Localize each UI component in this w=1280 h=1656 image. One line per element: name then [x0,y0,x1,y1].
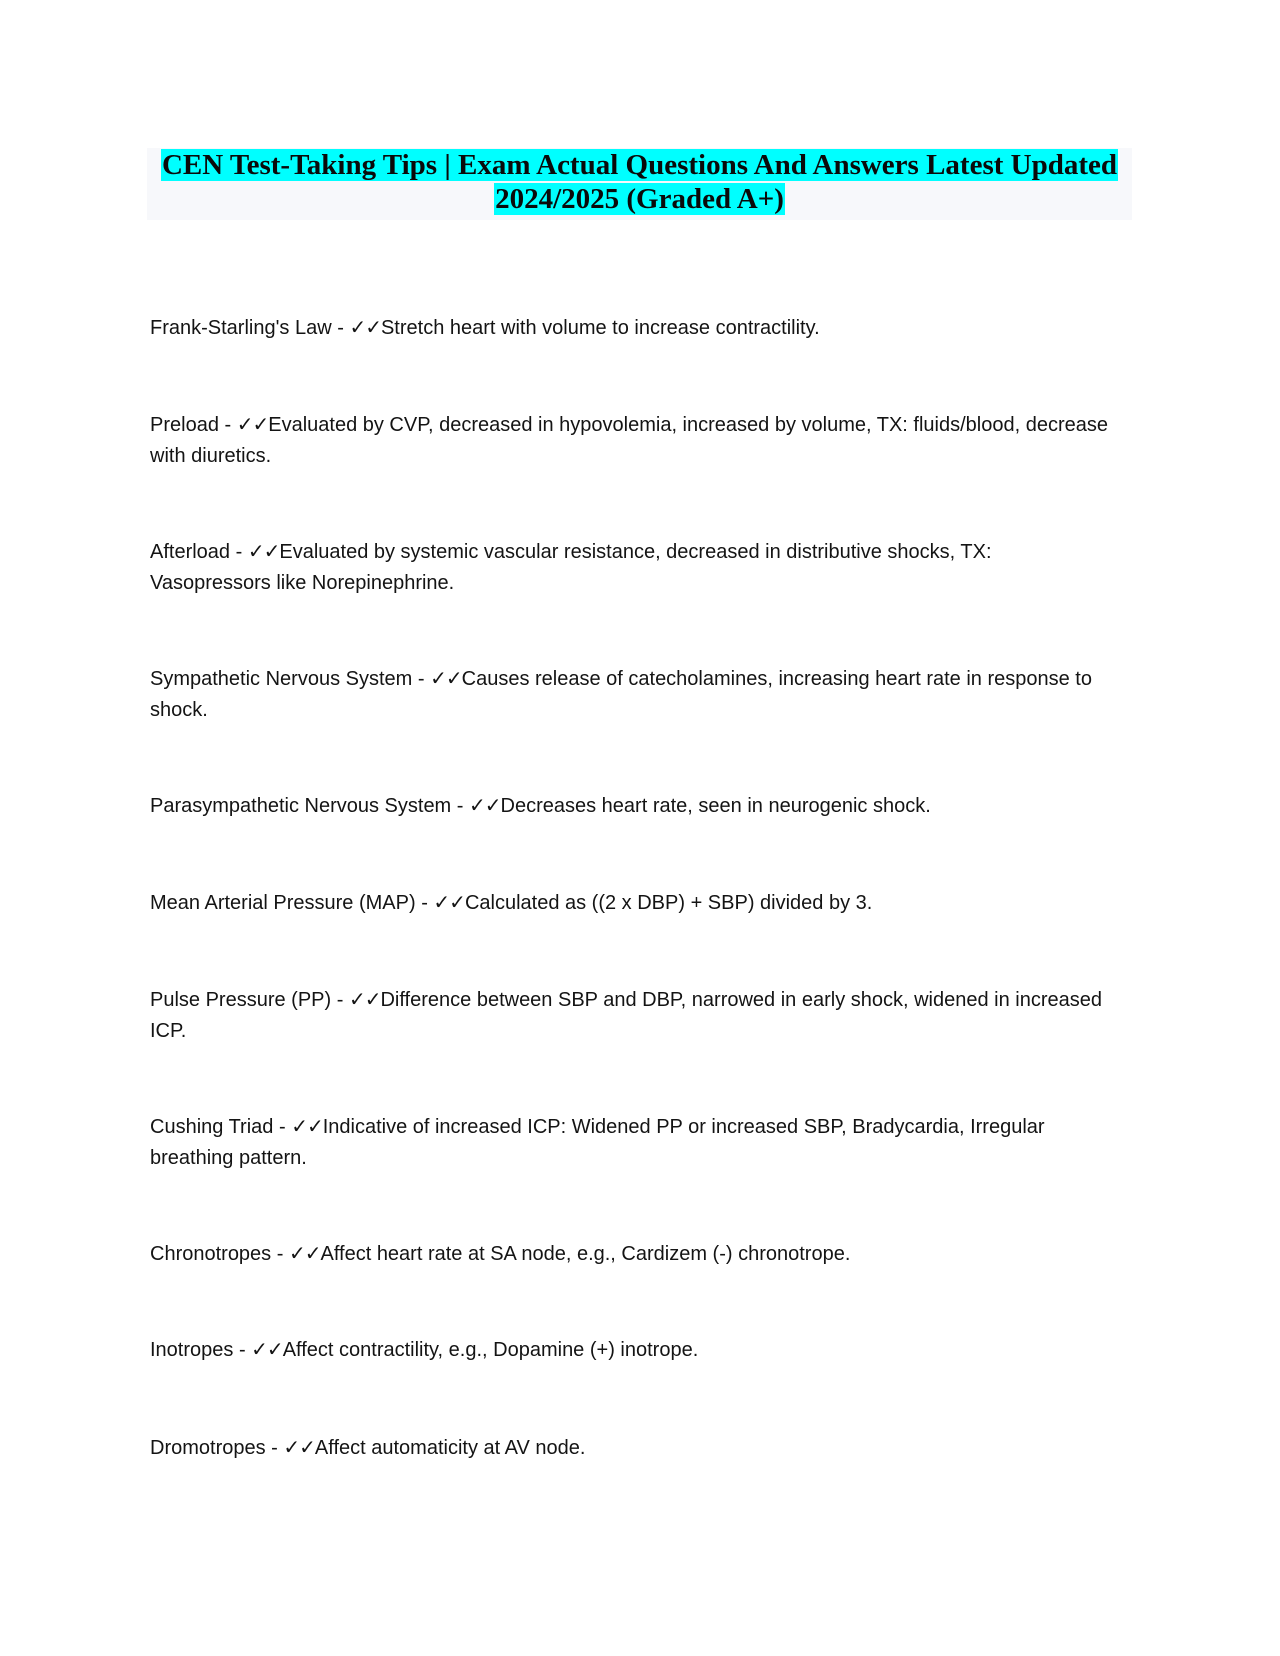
entry-item [150,663,1110,726]
entry-item [150,887,872,919]
double-check-icon: ✓✓ [469,793,501,817]
entry-item [150,1334,698,1366]
title-line-1: CEN Test-Taking Tips | Exam Actual Questions And Answers Latest Updated [161,149,1118,181]
entry-definition: Evaluated by systemic vascular resistance, decreased in distributive shocks, TX: Vasopressors like Norepinephrine. [150,541,992,594]
entry-definition: Calculated as ((2 x DBP) + SBP) divided by 3. [464,892,873,914]
entry-separator: - [265,1437,284,1459]
entry-separator: - [331,317,350,339]
entry-item [150,409,1110,472]
double-check-icon: ✓✓ [349,315,381,339]
entry-item [150,790,931,822]
entry-definition: Evaluated by CVP, decreased in hypovolemia, increased by volume, TX: fluids/blood, decrease with diuretics. [150,414,1108,467]
entry-term: Sympathetic Nervous System [150,668,413,690]
double-check-icon: ✓✓ [247,539,280,563]
double-check-icon: ✓✓ [283,1435,315,1459]
entry-separator: - [273,1116,292,1138]
entry-item [150,1238,850,1270]
entry-term: Pulse Pressure (PP) [150,989,332,1011]
entry-definition: Stretch heart with volume to increase contractility. [380,317,820,339]
entry-term: Frank-Starling's Law [150,317,332,339]
entry-item [150,536,1110,599]
entry-term: Chronotropes [150,1243,272,1265]
entry-definition: Causes release of catecholamines, increasing heart rate in response to shock. [150,668,1092,721]
double-check-icon: ✓✓ [348,987,381,1011]
double-check-icon: ✓✓ [433,890,465,914]
entry-term: Preload [150,414,219,436]
entry-definition: Difference between SBP and DBP, narrowed in early shock, widened in increased ICP. [150,989,1103,1042]
double-check-icon: ✓✓ [430,666,462,690]
entry-separator: - [218,414,237,436]
entry-item [150,312,820,344]
entry-item [150,1432,585,1464]
double-check-icon: ✓✓ [251,1337,283,1361]
title-line-2: 2024/2025 (Graded A+) [495,183,784,215]
entry-term: Parasympathetic Nervous System [150,795,452,817]
entry-term: Cushing Triad [150,1116,274,1138]
entry-separator: - [331,989,349,1011]
entry-separator: - [415,892,434,914]
entry-term: Mean Arterial Pressure (MAP) [150,892,416,914]
entry-definition: Decreases heart rate, seen in neurogenic shock. [500,795,931,817]
double-check-icon: ✓✓ [291,1114,323,1138]
entry-term: Inotropes [150,1339,234,1361]
entry-item [150,984,1110,1047]
entry-separator: - [412,668,431,690]
entry-definition: Indicative of increased ICP: Widened PP or increased SBP, Bradycardia, Irregular breathing pattern. [150,1116,1045,1169]
entry-separator: - [451,795,470,817]
entry-term: Dromotropes [150,1437,266,1459]
entry-definition: Affect automaticity at AV node. [314,1437,586,1459]
double-check-icon: ✓✓ [236,412,269,436]
entry-definition: Affect heart rate at SA node, e.g., Cardizem (-) chronotrope. [320,1243,851,1265]
entry-term: Afterload [150,541,231,563]
double-check-icon: ✓✓ [288,1241,321,1265]
entry-separator: - [271,1243,289,1265]
entry-separator: - [230,541,248,563]
entry-definition: Affect contractility, e.g., Dopamine (+) inotrope. [282,1339,699,1361]
document-title [147,148,1132,220]
entry-separator: - [233,1339,252,1361]
entry-item [150,1111,1110,1174]
